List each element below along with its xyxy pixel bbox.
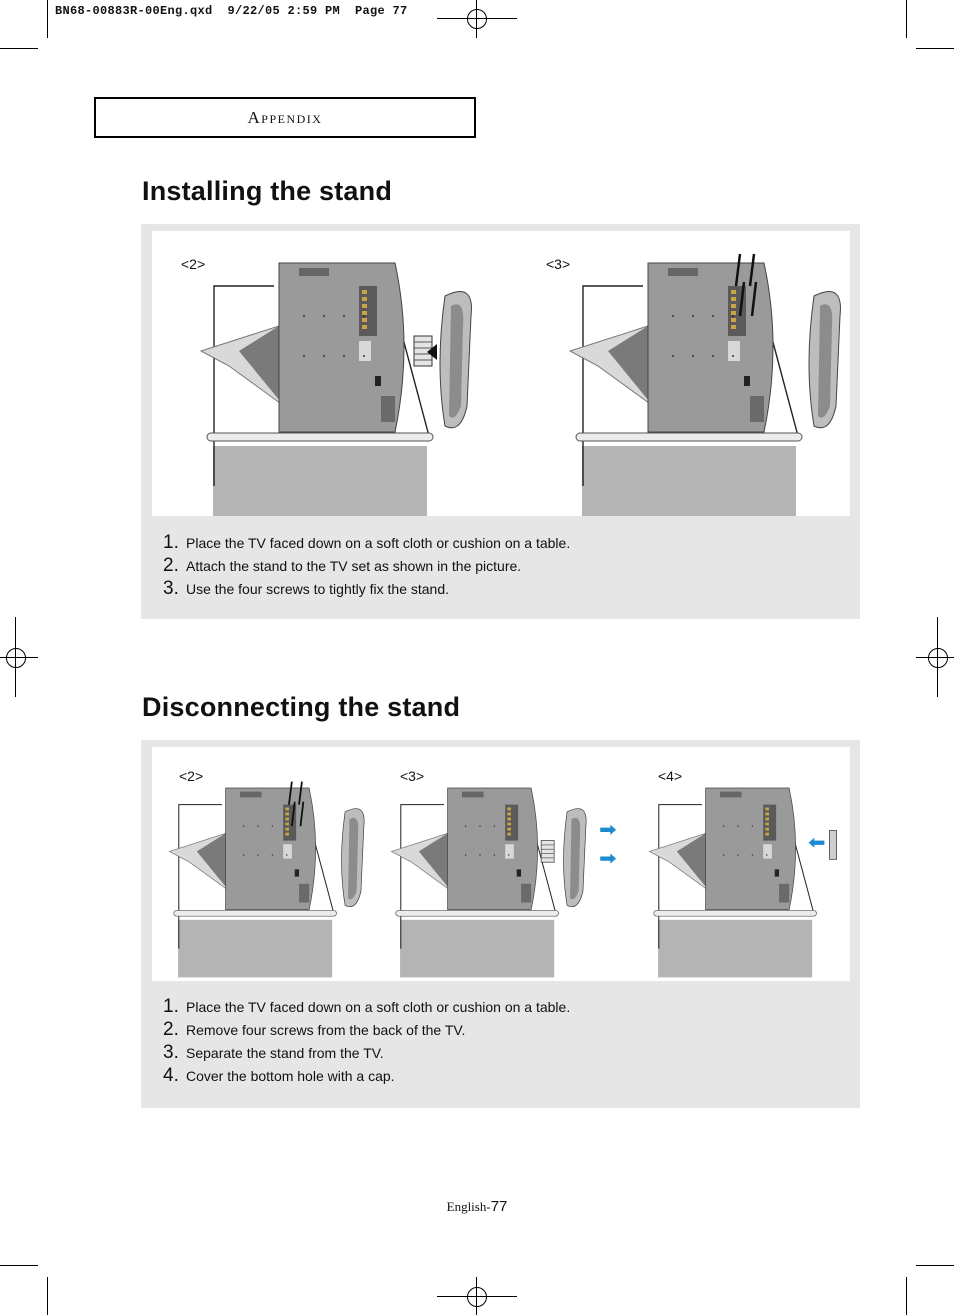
screw-hole-icon <box>243 825 244 826</box>
disconnect-illustration <box>152 747 850 981</box>
tv-label-icon <box>720 792 742 798</box>
screw-hole-icon <box>737 825 738 826</box>
step-text: Separate the stand from the TV. <box>186 1045 384 1061</box>
connector-port-icon <box>285 823 289 826</box>
screw-hole-icon <box>323 355 325 357</box>
tv-label-icon <box>668 268 698 276</box>
connector-port-icon <box>362 297 367 301</box>
tabletop-icon <box>396 910 559 916</box>
screw-hole-icon <box>752 854 753 855</box>
screw-hole-icon <box>257 854 258 855</box>
tv-plate-icon <box>763 844 772 858</box>
tv-plate-icon <box>505 844 514 858</box>
pull-arrow-icon <box>600 825 616 835</box>
connector-port-icon <box>731 290 736 294</box>
stand-bracket-icon <box>541 841 554 863</box>
disconnect-panel <box>141 740 860 1108</box>
screw-hole-icon <box>732 355 734 357</box>
install-figure-svg <box>152 231 850 516</box>
screw-hole-icon <box>343 355 345 357</box>
disconnect-step-3 <box>163 1042 570 1065</box>
vent-icon <box>521 884 531 903</box>
section-label-box <box>94 97 476 138</box>
install-title: Installing the stand <box>142 176 393 206</box>
disconnect-step-2 <box>163 1019 570 1042</box>
disconnect-step-label-2: <2> <box>179 768 204 784</box>
step-text: Place the TV faced down on a soft cloth or cushion on a table. <box>186 535 571 551</box>
connector-port-icon <box>731 297 736 301</box>
install-illustration <box>152 231 850 516</box>
connector-port-icon <box>507 807 511 810</box>
screw-hole-icon <box>257 825 258 826</box>
connector-port-icon <box>765 828 769 831</box>
section-label: Appendix <box>247 107 323 127</box>
screw-hole-icon <box>323 315 325 317</box>
screw-hole-icon <box>672 355 674 357</box>
screw-hole-icon <box>465 825 466 826</box>
step-number: 4. <box>163 1065 179 1086</box>
install-step-3 <box>163 578 570 601</box>
screw-hole-icon <box>723 854 724 855</box>
connector-port-icon <box>731 325 736 329</box>
vent-icon <box>779 884 789 903</box>
connector-port-icon <box>362 304 367 308</box>
tabletop-icon <box>207 433 433 441</box>
power-socket-icon <box>295 869 299 876</box>
screw-hole-icon <box>465 854 466 855</box>
insert-arrow-icon <box>809 838 825 848</box>
connector-port-icon <box>362 311 367 315</box>
connector-port-icon <box>731 318 736 322</box>
screw-hole-icon <box>272 854 273 855</box>
tv-label-icon <box>299 268 329 276</box>
tv-plate-icon <box>359 341 371 361</box>
screw-hole-icon <box>766 854 767 855</box>
power-socket-icon <box>375 376 381 386</box>
screw-hole-icon <box>494 854 495 855</box>
step-text: Cover the bottom hole with a cap. <box>186 1068 395 1084</box>
page-number: 77 <box>490 1198 508 1215</box>
screw-hole-icon <box>712 355 714 357</box>
screw-hole-icon <box>363 315 365 317</box>
stand-plate-shade-icon <box>818 304 832 417</box>
screw-hole-icon <box>672 315 674 317</box>
table-icon <box>400 920 554 978</box>
screw-hole-icon <box>712 315 714 317</box>
connector-port-icon <box>285 813 289 816</box>
connector-port-icon <box>362 325 367 329</box>
step-number: 1. <box>163 996 179 1017</box>
connector-port-icon <box>507 833 511 836</box>
step-number: 3. <box>163 578 179 599</box>
connector-port-icon <box>285 833 289 836</box>
vent-icon <box>381 396 395 422</box>
table-icon <box>178 920 332 978</box>
tabletop-icon <box>576 433 802 441</box>
table-icon <box>658 920 812 978</box>
connector-port-icon <box>765 818 769 821</box>
connector-port-icon <box>285 807 289 810</box>
connector-panel-icon <box>505 805 518 841</box>
screw-hole-icon <box>363 355 365 357</box>
install-step-label-2: <2> <box>181 256 206 272</box>
connector-port-icon <box>507 823 511 826</box>
screw-hole-icon <box>508 825 509 826</box>
vent-icon <box>299 884 309 903</box>
screw-hole-icon <box>692 355 694 357</box>
disconnect-figure-svg <box>152 747 850 981</box>
connector-panel-icon <box>359 286 377 336</box>
connector-port-icon <box>765 833 769 836</box>
screw-hole-icon <box>692 315 694 317</box>
disconnect-step-4 <box>163 1065 570 1088</box>
screw-hole-icon <box>766 825 767 826</box>
vent-icon <box>750 396 764 422</box>
step-number: 1. <box>163 532 179 553</box>
connector-port-icon <box>765 823 769 826</box>
connector-port-icon <box>731 311 736 315</box>
install-panel <box>141 224 860 619</box>
tabletop-icon <box>654 910 817 916</box>
tv-plate-icon <box>728 341 740 361</box>
step-text: Attach the stand to the TV set as shown in the picture. <box>186 558 522 574</box>
stand-plate-shade-icon <box>570 818 580 900</box>
power-socket-icon <box>775 869 779 876</box>
screw-hole-icon <box>752 825 753 826</box>
disconnect-steps <box>163 996 570 1088</box>
stand-plate-shade-icon <box>348 818 358 900</box>
connector-port-icon <box>507 813 511 816</box>
power-socket-icon <box>517 869 521 876</box>
connector-port-icon <box>285 818 289 821</box>
connector-port-icon <box>507 828 511 831</box>
screw-hole-icon <box>303 355 305 357</box>
screw-hole-icon <box>737 854 738 855</box>
screw-hole-icon <box>243 854 244 855</box>
connector-port-icon <box>507 818 511 821</box>
disconnect-step-1 <box>163 996 570 1019</box>
install-step-2 <box>163 555 570 578</box>
tabletop-icon <box>174 910 337 916</box>
pull-arrow-icon <box>600 854 616 864</box>
screw-hole-icon <box>286 854 287 855</box>
disconnect-step-label-3: <3> <box>400 768 425 784</box>
page-footer <box>0 1198 954 1215</box>
connector-port-icon <box>731 304 736 308</box>
install-step-label-3: <3> <box>546 256 571 272</box>
connector-panel-icon <box>763 805 776 841</box>
step-number: 2. <box>163 555 179 576</box>
screw-hole-icon <box>286 825 287 826</box>
connector-port-icon <box>285 828 289 831</box>
connector-port-icon <box>362 290 367 294</box>
disconnect-title: Disconnecting the stand <box>142 692 461 722</box>
screw-hole-icon <box>479 854 480 855</box>
screw-hole-icon <box>303 315 305 317</box>
install-steps <box>163 532 570 601</box>
cap-icon <box>829 831 836 860</box>
stand-plate-shade-icon <box>449 304 463 417</box>
connector-port-icon <box>362 318 367 322</box>
footer-language: English- <box>446 1199 491 1214</box>
power-socket-icon <box>744 376 750 386</box>
screw-hole-icon <box>343 315 345 317</box>
tv-plate-icon <box>283 844 292 858</box>
connector-port-icon <box>765 813 769 816</box>
step-text: Remove four screws from the back of the TV. <box>186 1022 466 1038</box>
install-step-1 <box>163 532 570 555</box>
file-slug: BN68-00883R-00Eng.qxd 9/22/05 2:59 PM Page 77 <box>55 4 408 18</box>
tv-label-icon <box>462 792 484 798</box>
screw-hole-icon <box>272 825 273 826</box>
step-number: 3. <box>163 1042 179 1063</box>
step-number: 2. <box>163 1019 179 1040</box>
screw-hole-icon <box>494 825 495 826</box>
step-text: Use the four screws to tightly fix the stand. <box>186 581 450 597</box>
screw-hole-icon <box>723 825 724 826</box>
screw-hole-icon <box>732 315 734 317</box>
connector-port-icon <box>765 807 769 810</box>
table-icon <box>582 446 796 516</box>
screw-hole-icon <box>479 825 480 826</box>
table-icon <box>213 446 427 516</box>
step-text: Place the TV faced down on a soft cloth or cushion on a table. <box>186 999 571 1015</box>
tv-label-icon <box>240 792 262 798</box>
screw-hole-icon <box>508 854 509 855</box>
disconnect-step-label-4: <4> <box>658 768 683 784</box>
